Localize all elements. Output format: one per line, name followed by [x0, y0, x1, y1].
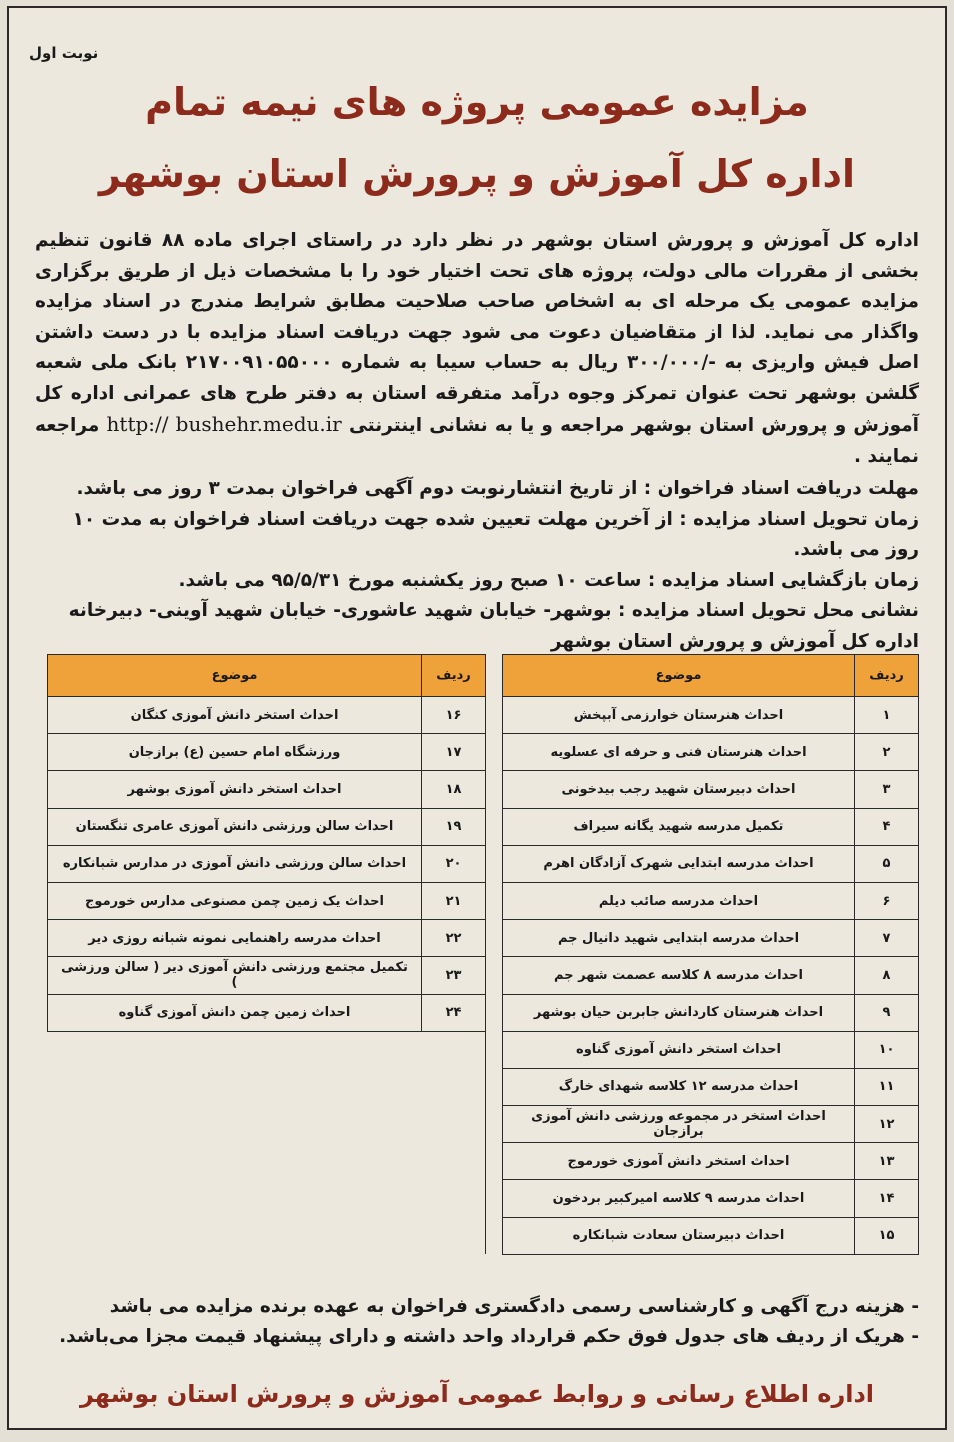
empty-cell	[422, 1031, 486, 1068]
table-gap	[486, 771, 503, 808]
row-subject: احداث زمین چمن دانش آموزی گناوه	[48, 994, 422, 1031]
notice-subtitle: اداره کل آموزش و پرورش استان بوشهر	[98, 152, 856, 196]
row-number: ۱۶	[422, 697, 486, 734]
row-number: ۳	[855, 771, 919, 808]
empty-cell	[422, 1180, 486, 1217]
row-number: ۲۰	[422, 845, 486, 882]
notice-body	[35, 226, 919, 472]
row-number: ۱۷	[422, 734, 486, 771]
row-subject: احداث سالن ورزشی دانش آموزی عامری تنگستان	[48, 808, 422, 845]
notice-title: مزایده عمومی پروژه های نیمه تمام	[145, 80, 809, 124]
table-gap	[486, 1217, 503, 1254]
row-subject: احداث مدرسه ابتدایی شهرک آزادگان اهرم	[503, 845, 855, 882]
row-number: ۲۱	[422, 882, 486, 919]
row-number: ۷	[855, 920, 919, 957]
table-row	[48, 845, 919, 882]
table-gap	[486, 920, 503, 957]
empty-cell	[48, 1180, 422, 1217]
row-number: ۱۵	[855, 1217, 919, 1254]
table-row	[48, 734, 919, 771]
opening-line: زمان بازگشایی اسناد مزایده : ساعت ۱۰ صبح روز یکشنبه مورخ ۹۵/۵/۳۱ می باشد.	[178, 569, 919, 591]
row-number: ۱۴	[855, 1180, 919, 1217]
table-gap	[486, 1143, 503, 1180]
empty-cell	[48, 1143, 422, 1180]
table-gap	[486, 957, 503, 994]
delivery-line: زمان تحویل اسناد مزایده : از آخرین مهلت تعیین شده جهت دریافت اسناد فراخوان به مدت ۱۰ روز می باشد.	[72, 508, 919, 560]
row-subject: احداث مدرسه ابتدایی شهید دانیال جم	[503, 920, 855, 957]
empty-cell	[422, 1217, 486, 1254]
table-gap	[486, 1068, 503, 1105]
row-subject: احداث استخر دانش آموزی کنگان	[48, 697, 422, 734]
row-number: ۴	[855, 808, 919, 845]
row-number: ۸	[855, 957, 919, 994]
row-subject: احداث استخر دانش آموزی خورموج	[503, 1143, 855, 1180]
row-number: ۱۹	[422, 808, 486, 845]
table-header-row	[48, 655, 919, 697]
row-subject: احداث دبیرستان سعادت شبانکاره	[503, 1217, 855, 1254]
table-row	[48, 957, 919, 994]
row-number: ۹	[855, 994, 919, 1031]
row-number: ۶	[855, 882, 919, 919]
empty-cell	[48, 1217, 422, 1254]
row-subject: احداث سالن ورزشی دانش آموزی در مدارس شبانکاره	[48, 845, 422, 882]
table-gap	[486, 845, 503, 882]
footer-signature: اداره اطلاع رسانی و روابط عمومی آموزش و پرورش استان بوشهر	[79, 1380, 875, 1408]
table-row	[48, 1106, 919, 1143]
header-row-number: ردیف	[855, 655, 919, 697]
table-gap	[486, 994, 503, 1031]
table-row	[48, 1068, 919, 1105]
header-subject-2: موضوع	[48, 655, 422, 697]
body-paragraph: اداره کل آموزش و پرورش استان بوشهر در نظر دارد در راستای اجرای ماده ۸۸ قانون تنظیم بخشی از مقررات مالی دولت، پروژه های تحت اختیار خود را با مشخصات ذیل از طریق برگزاری مزایده عمومی یک مرحله ای به اشخاص صاحب صلاحیت مطابق شرایط مندرج در اسناد مزایده واگذار می نماید. لذا از متقاضیان دعوت می شود جهت دریافت اسناد مزایده با در دست داشتن اصل فیش واریزی به -/۳۰۰/۰۰۰ ریال به حساب سیبا به شماره ۲۱۷۰۰۹۱۰۵۵۰۰۰ بانک ملی شعبه گلشن بوشهر تحت عنوان تمرکز وجوه درآمد متفرقه استان به دفتر طرح های عمرانی اداره کل آموزش و پرورش استان بوشهر مراجعه و یا به نشانی اینترنتی	[35, 230, 920, 436]
table-row	[48, 1143, 919, 1180]
table-row	[48, 1031, 919, 1068]
row-subject: احداث استخر در مجموعه ورزشی دانش آموزی برازجان	[503, 1106, 855, 1143]
row-subject: احداث هنرستان کاردانش جابربن حیان بوشهر	[503, 994, 855, 1031]
header-row-number-2: ردیف	[422, 655, 486, 697]
notes	[35, 1292, 919, 1352]
row-number: ۲۴	[422, 994, 486, 1031]
table-gap	[486, 1180, 503, 1217]
deadline-line: مهلت دریافت اسناد فراخوان : از تاریخ انتشارنوبت دوم آگهی فراخوان بمدت ۳ روز می باشد.	[76, 478, 919, 499]
row-number: ۱۸	[422, 771, 486, 808]
row-subject: احداث مدرسه صائب دیلم	[503, 882, 855, 919]
table-gap	[486, 655, 503, 697]
row-number: ۵	[855, 845, 919, 882]
row-subject: احداث یک زمین چمن مصنوعی مدارس خورموج	[48, 882, 422, 919]
turn-label: نوبت اول	[29, 44, 99, 62]
table-gap	[486, 1031, 503, 1068]
row-number: ۱	[855, 697, 919, 734]
table-row	[48, 771, 919, 808]
row-subject: احداث هنرستان فنی و حرفه ای عسلویه	[503, 734, 855, 771]
table-row	[48, 808, 919, 845]
row-subject: احداث مدرسه ۹ کلاسه امیرکبیر بردخون	[503, 1180, 855, 1217]
empty-cell	[48, 1106, 422, 1143]
body-paragraph-end: مراجعه نمایند .	[35, 415, 919, 467]
projects-table	[47, 654, 919, 1255]
row-subject: احداث استخر دانش آموزی بوشهر	[48, 771, 422, 808]
notice-info	[35, 474, 919, 657]
row-subject: ورزشگاه امام حسین (ع) برازجان	[48, 734, 422, 771]
row-subject: تکمیل مجتمع ورزشی دانش آموزی دیر ( سالن ورزشی )	[48, 957, 422, 994]
row-number: ۱۱	[855, 1068, 919, 1105]
empty-cell	[48, 1068, 422, 1105]
table-gap	[486, 808, 503, 845]
row-subject: احداث استخر دانش آموزی گناوه	[503, 1031, 855, 1068]
empty-cell	[422, 1143, 486, 1180]
row-subject: احداث دبیرستان شهید رجب بیدخونی	[503, 771, 855, 808]
row-number: ۲۳	[422, 957, 486, 994]
tender-notice	[7, 6, 947, 1430]
header-subject: موضوع	[503, 655, 855, 697]
table-gap	[486, 734, 503, 771]
row-subject: احداث مدرسه ۸ کلاسه عصمت شهر جم	[503, 957, 855, 994]
empty-cell	[422, 1068, 486, 1105]
website-link[interactable]: http:// bushehr.medu.ir	[106, 412, 342, 436]
table-row	[48, 1180, 919, 1217]
row-subject: احداث مدرسه راهنمایی نمونه شبانه روزی دیر	[48, 920, 422, 957]
note-item: - هریک از ردیف های جدول فوق حکم قرارداد واحد داشته و دارای پیشنهاد قیمت مجزا می‌باشد.	[59, 1326, 919, 1347]
row-number: ۱۰	[855, 1031, 919, 1068]
table-row	[48, 882, 919, 919]
table-gap	[486, 882, 503, 919]
table-row	[48, 697, 919, 734]
row-subject: تکمیل مدرسه شهید یگانه سیراف	[503, 808, 855, 845]
row-subject: احداث هنرستان خوارزمی آبپخش	[503, 697, 855, 734]
row-number: ۱۲	[855, 1106, 919, 1143]
empty-cell	[48, 1031, 422, 1068]
table-gap	[486, 1106, 503, 1143]
table-row	[48, 994, 919, 1031]
row-number: ۱۳	[855, 1143, 919, 1180]
note-item: - هزینه درج آگهی و کارشناسی رسمی دادگستری فراخوان به عهده برنده مزایده می باشد	[109, 1296, 919, 1317]
address-line: نشانی محل تحویل اسناد مزایده : بوشهر- خیابان شهید عاشوری- خیابان شهید آوینی- دبیرخانه اداره کل آموزش و پرورش استان بوشهر	[68, 600, 919, 652]
row-subject: احداث مدرسه ۱۲ کلاسه شهدای خارگ	[503, 1068, 855, 1105]
row-number: ۲	[855, 734, 919, 771]
row-number: ۲۲	[422, 920, 486, 957]
table-gap	[486, 697, 503, 734]
table-row	[48, 920, 919, 957]
table-row	[48, 1217, 919, 1254]
empty-cell	[422, 1106, 486, 1143]
